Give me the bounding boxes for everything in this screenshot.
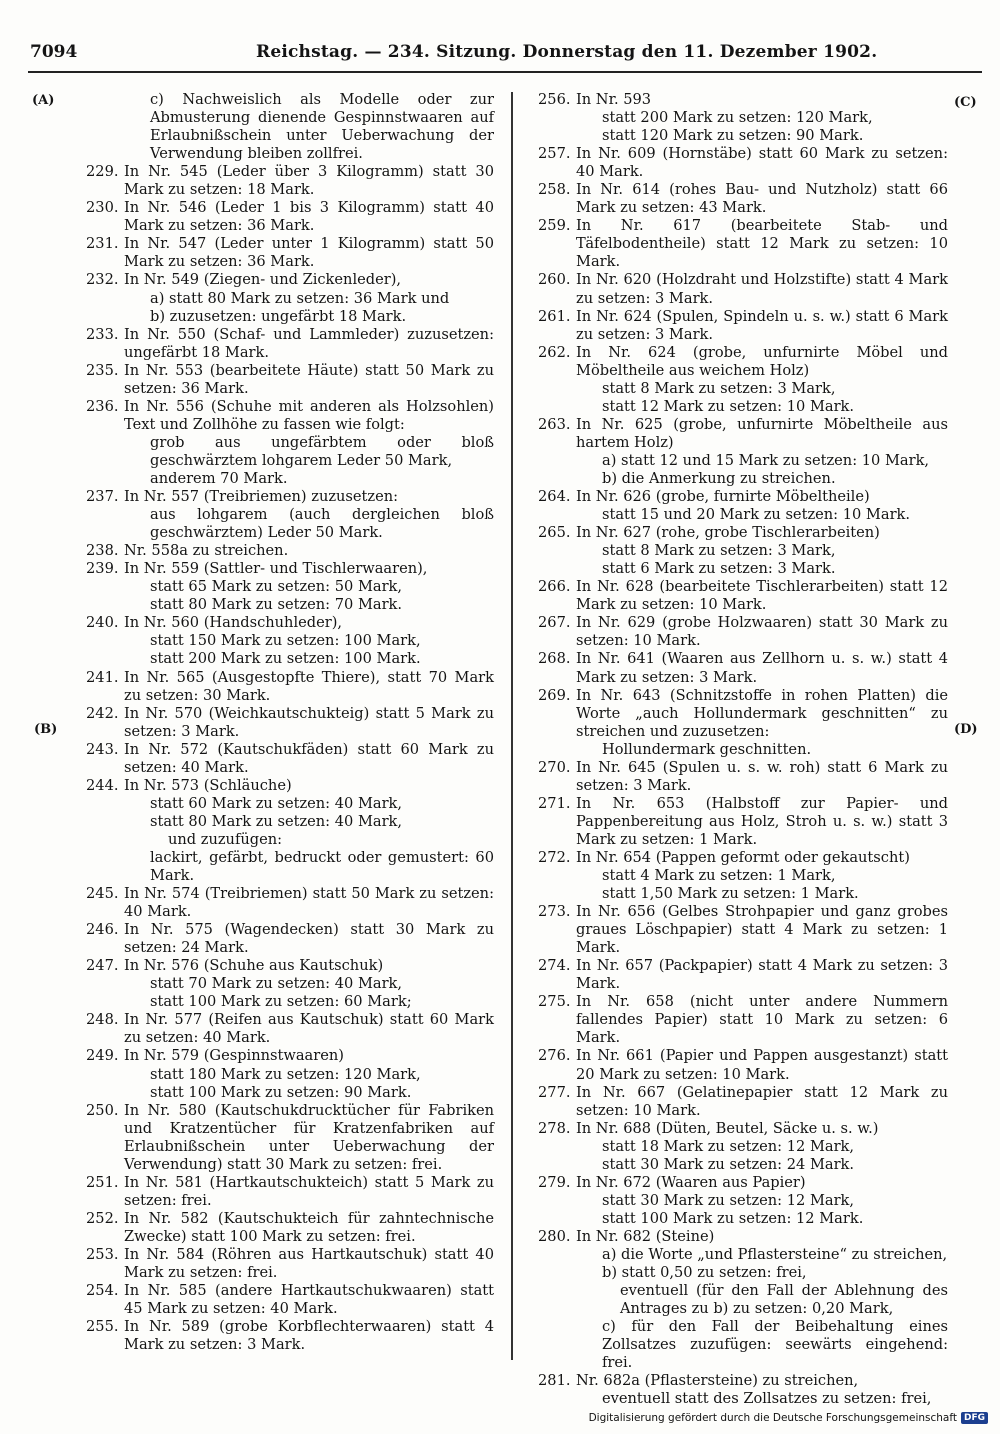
- list-item: [86, 632, 494, 650]
- item-text: statt 120 Mark zu setzen: 90 Mark.: [602, 127, 864, 145]
- item-text: statt 100 Mark zu setzen: 90 Mark.: [150, 1083, 412, 1101]
- list-item: [538, 560, 948, 578]
- header-rule: [28, 71, 982, 73]
- item-number: 248.: [86, 1011, 119, 1029]
- item-text: In Nr. 627 (rohe, grobe Tischlerarbeiten): [576, 524, 880, 542]
- item-number: 231.: [86, 235, 119, 253]
- list-item: [538, 650, 948, 686]
- item-number: 277.: [538, 1083, 571, 1101]
- list-item: [86, 813, 494, 831]
- item-text: a) statt 80 Mark zu setzen: 36 Mark und: [150, 289, 450, 307]
- page-number: 7094: [30, 42, 78, 62]
- item-text: In Nr. 645 (Spulen u. s. w. roh) statt 6 Mark zu setzen: 3 Mark.: [576, 758, 948, 794]
- item-text: statt 100 Mark zu setzen: 12 Mark.: [602, 1209, 864, 1227]
- list-item: [538, 488, 948, 506]
- item-text: In Nr. 667 (Gelatinepapier statt 12 Mark zu setzen: 10 Mark.: [576, 1083, 948, 1119]
- item-text: c) Nachweislich als Modelle oder zur Abmusterung dienende Gespinnstwaaren auf Erlaubnißschein unter Ueberwachung der Verwendung bleiben zollfrei.: [150, 91, 494, 163]
- item-text: statt 30 Mark zu setzen: 12 Mark,: [602, 1191, 855, 1209]
- item-text: anderem 70 Mark.: [150, 469, 288, 487]
- item-text: In Nr. 553 (bearbeitete Häute) statt 50 Mark zu setzen: 36 Mark.: [124, 361, 494, 397]
- margin-label-c: (C): [954, 95, 977, 110]
- item-text: statt 200 Mark zu setzen: 120 Mark,: [602, 109, 873, 127]
- item-text: In Nr. 577 (Reifen aus Kautschuk) statt 60 Mark zu setzen: 40 Mark.: [124, 1011, 494, 1047]
- list-item: [86, 741, 494, 777]
- item-number: 266.: [538, 578, 571, 596]
- item-text: In Nr. 654 (Pappen geformt oder gekautscht): [576, 848, 910, 866]
- item-text: In Nr. 589 (grobe Korbflechterwaaren) statt 4 Mark zu setzen: 3 Mark.: [124, 1318, 494, 1354]
- list-item: [538, 127, 948, 145]
- item-text: In Nr. 549 (Ziegen- und Zickenleder),: [124, 271, 402, 289]
- list-item: [538, 759, 948, 795]
- item-text: In Nr. 572 (Kautschukfäden) statt 60 Mark zu setzen: 40 Mark.: [124, 740, 494, 776]
- item-text: b) statt 0,50 zu setzen: frei,: [602, 1264, 807, 1282]
- item-number: 279.: [538, 1173, 571, 1191]
- list-item: [86, 506, 494, 542]
- item-text: a) statt 12 und 15 Mark zu setzen: 10 Mark,: [602, 451, 930, 469]
- list-item: [538, 903, 948, 957]
- item-text: In Nr. 617 (bearbeitete Stab- und Täfelbodentheile) statt 12 Mark zu setzen: 10 Mark.: [576, 217, 948, 271]
- item-text: statt 150 Mark zu setzen: 100 Mark,: [150, 632, 421, 650]
- item-text: In Nr. 682 (Steine): [576, 1227, 715, 1245]
- item-number: 265.: [538, 524, 571, 542]
- item-text: In Nr. 582 (Kautschukteich für zahntechnische Zwecke) statt 100 Mark zu setzen: frei.: [124, 1209, 494, 1245]
- item-text: aus lohgarem (auch dergleichen bloß geschwärztem) Leder 50 Mark.: [150, 506, 494, 542]
- item-text: In Nr. 688 (Düten, Beutel, Säcke u. s. w.): [576, 1119, 879, 1137]
- list-item: [86, 326, 494, 362]
- item-text: In Nr. 581 (Hartkautschukteich) statt 5 Mark zu setzen: frei.: [124, 1173, 494, 1209]
- item-text: statt 8 Mark zu setzen: 3 Mark,: [602, 379, 836, 397]
- list-item: [86, 290, 494, 308]
- item-text: statt 65 Mark zu setzen: 50 Mark,: [150, 578, 403, 596]
- list-item: [538, 470, 948, 488]
- list-item: [538, 867, 948, 885]
- list-item: [538, 1192, 948, 1210]
- list-item: [86, 669, 494, 705]
- item-text: In Nr. 657 (Packpapier) statt 4 Mark zu setzen: 3 Mark.: [576, 957, 948, 993]
- item-number: 229.: [86, 163, 119, 181]
- list-item: [86, 1210, 494, 1246]
- list-item: [538, 1120, 948, 1138]
- item-number: 232.: [86, 271, 119, 289]
- item-text: In Nr. 584 (Röhren aus Hartkautschuk) statt 40 Mark zu setzen: frei.: [124, 1246, 494, 1282]
- list-item: [538, 308, 948, 344]
- left-column: [86, 91, 494, 1354]
- list-item: [86, 271, 494, 289]
- margin-label-a: (A): [32, 93, 55, 108]
- item-number: 230.: [86, 199, 119, 217]
- item-text: In Nr. 661 (Papier und Pappen ausgestanzt) statt 20 Mark zu setzen: 10 Mark.: [576, 1047, 948, 1083]
- item-number: 263.: [538, 415, 571, 433]
- item-text: statt 18 Mark zu setzen: 12 Mark,: [602, 1137, 855, 1155]
- list-item: [86, 650, 494, 668]
- list-item: [538, 217, 948, 271]
- item-number: 280.: [538, 1227, 571, 1245]
- item-text: statt 4 Mark zu setzen: 1 Mark,: [602, 867, 836, 885]
- list-item: [86, 921, 494, 957]
- list-item: [86, 993, 494, 1011]
- item-number: 241.: [86, 668, 119, 686]
- item-text: statt 8 Mark zu setzen: 3 Mark,: [602, 542, 836, 560]
- list-item: [86, 975, 494, 993]
- item-text: In Nr. 609 (Hornstäbe) statt 60 Mark zu setzen: 40 Mark.: [576, 145, 948, 181]
- item-text: b) die Anmerkung zu streichen.: [602, 469, 836, 487]
- item-text: In Nr. 585 (andere Hartkautschukwaaren) statt 45 Mark zu setzen: 40 Mark.: [124, 1282, 494, 1318]
- list-item: [538, 578, 948, 614]
- item-number: 256.: [538, 91, 571, 108]
- item-number: 246.: [86, 921, 119, 939]
- item-text: In Nr. 574 (Treibriemen) statt 50 Mark zu setzen: 40 Mark.: [124, 885, 494, 921]
- list-item: [538, 506, 948, 524]
- list-item: [538, 416, 948, 452]
- dfg-logo: DFG: [961, 1412, 988, 1424]
- margin-label-b: (B): [34, 722, 58, 737]
- list-item: [538, 145, 948, 181]
- list-item: [86, 91, 494, 163]
- list-item: [86, 1174, 494, 1210]
- item-number: 251.: [86, 1173, 119, 1191]
- list-item: [538, 687, 948, 741]
- item-text: Nr. 558a zu streichen.: [124, 542, 289, 560]
- item-text: In Nr. 575 (Wagendecken) statt 30 Mark zu setzen: 24 Mark.: [124, 921, 494, 957]
- item-number: 264.: [538, 488, 571, 506]
- list-item: [538, 1138, 948, 1156]
- list-item: [538, 398, 948, 416]
- list-item: [538, 1318, 948, 1372]
- list-item: [538, 1282, 948, 1318]
- list-item: [86, 1246, 494, 1282]
- page-title: Reichstag. — 234. Sitzung. Donnerstag den 11. Dezember 1902.: [256, 42, 878, 62]
- item-number: 273.: [538, 903, 571, 921]
- list-item: [86, 957, 494, 975]
- item-text: In Nr. 576 (Schuhe aus Kautschuk): [124, 957, 384, 975]
- item-text: In Nr. 624 (Spulen, Spindeln u. s. w.) statt 6 Mark zu setzen: 3 Mark.: [576, 307, 948, 343]
- item-number: 249.: [86, 1047, 119, 1065]
- item-number: 250.: [86, 1101, 119, 1119]
- item-text: In Nr. 580 (Kautschukdrucktücher für Fabriken und Kratzentücher für Kratzenfabriken auf Erlaubnißschein unter Ueberwachung der Verwendung) statt 30 Mark zu setzen: frei.: [124, 1101, 494, 1173]
- list-item: [538, 380, 948, 398]
- list-item: [86, 1282, 494, 1318]
- footer: [589, 1412, 988, 1424]
- list-item: [86, 488, 494, 506]
- item-text: c) für den Fall der Beibehaltung eines Zollsatzes zuzufügen: seewärts eingehend: frei.: [602, 1318, 948, 1372]
- list-item: [86, 1066, 494, 1084]
- list-item: [538, 1174, 948, 1192]
- item-number: 272.: [538, 848, 571, 866]
- item-number: 270.: [538, 758, 571, 776]
- item-text: In Nr. 658 (nicht unter andere Nummern fallendes Papier) statt 10 Mark zu setzen: 6 Mark.: [576, 993, 948, 1047]
- footer-text: Digitalisierung gefördert durch die Deutsche Forschungsgemeinschaft: [588, 1412, 957, 1424]
- list-item: [86, 235, 494, 271]
- list-item: [538, 109, 948, 127]
- list-item: [86, 434, 494, 470]
- list-item: [86, 199, 494, 235]
- item-text: In Nr. 557 (Treibriemen) zuzusetzen:: [124, 488, 399, 506]
- item-number: 245.: [86, 885, 119, 903]
- item-number: 275.: [538, 993, 571, 1011]
- list-item: [86, 398, 494, 434]
- item-number: 261.: [538, 307, 571, 325]
- item-number: 242.: [86, 704, 119, 722]
- list-item: [86, 777, 494, 795]
- item-number: 233.: [86, 325, 119, 343]
- list-item: [86, 614, 494, 632]
- item-number: 237.: [86, 488, 119, 506]
- item-text: statt 15 und 20 Mark zu setzen: 10 Mark.: [602, 506, 911, 524]
- item-text: In Nr. 559 (Sattler- und Tischlerwaaren),: [124, 560, 428, 578]
- list-item: [538, 885, 948, 903]
- item-text: In Nr. 573 (Schläuche): [124, 776, 292, 794]
- list-item: [86, 163, 494, 199]
- item-text: eventuell statt des Zollsatzes zu setzen: frei,: [602, 1390, 932, 1408]
- item-text: In Nr. 560 (Handschuhleder),: [124, 614, 343, 632]
- list-item: [86, 362, 494, 398]
- item-text: In Nr. 546 (Leder 1 bis 3 Kilogramm) statt 40 Mark zu setzen: 36 Mark.: [124, 199, 494, 235]
- list-item: [538, 957, 948, 993]
- item-number: 240.: [86, 614, 119, 632]
- item-number: 238.: [86, 542, 119, 560]
- right-column: [538, 91, 948, 1408]
- item-number: 236.: [86, 397, 119, 415]
- item-number: 268.: [538, 650, 571, 668]
- list-item: [86, 885, 494, 921]
- list-item: [538, 1084, 948, 1120]
- item-number: 267.: [538, 614, 571, 632]
- item-number: 278.: [538, 1119, 571, 1137]
- page-header: [30, 42, 982, 68]
- list-item: [86, 831, 494, 849]
- item-text: In Nr. 565 (Ausgestopfte Thiere), statt 70 Mark zu setzen: 30 Mark.: [124, 668, 494, 704]
- list-item: [538, 1047, 948, 1083]
- column-divider: [511, 92, 513, 1360]
- list-item: [538, 614, 948, 650]
- item-text: Nr. 682a (Pflastersteine) zu streichen,: [576, 1372, 859, 1390]
- item-text: In Nr. 547 (Leder unter 1 Kilogramm) statt 50 Mark zu setzen: 36 Mark.: [124, 235, 494, 271]
- list-item: [538, 1390, 948, 1408]
- list-item: [86, 849, 494, 885]
- item-number: 281.: [538, 1372, 571, 1390]
- item-number: 235.: [86, 361, 119, 379]
- list-item: [538, 1210, 948, 1228]
- item-text: In Nr. 545 (Leder über 3 Kilogramm) statt 30 Mark zu setzen: 18 Mark.: [124, 163, 494, 199]
- item-text: grob aus ungefärbtem oder bloß geschwärztem lohgarem Leder 50 Mark,: [150, 433, 494, 469]
- list-item: [538, 1264, 948, 1282]
- item-number: 239.: [86, 560, 119, 578]
- item-text: statt 30 Mark zu setzen: 24 Mark.: [602, 1155, 855, 1173]
- item-text: In Nr. 672 (Waaren aus Papier): [576, 1173, 806, 1191]
- item-text: In Nr. 593: [576, 91, 652, 108]
- item-text: In Nr. 653 (Halbstoff zur Papier- und Pappenbereitung aus Holz, Stroh u. s. w.) statt 3 Mark zu setzen: 1 Mark.: [576, 794, 948, 848]
- item-text: In Nr. 624 (grobe, unfurnirte Möbel und Möbeltheile aus weichem Holz): [576, 343, 948, 379]
- item-text: In Nr. 556 (Schuhe mit anderen als Holzsohlen) Text und Zollhöhe zu fassen wie folgt:: [124, 397, 494, 433]
- item-number: 274.: [538, 957, 571, 975]
- item-number: 253.: [86, 1246, 119, 1263]
- item-text: b) zuzusetzen: ungefärbt 18 Mark.: [150, 307, 407, 325]
- item-number: 243.: [86, 740, 119, 758]
- list-item: [538, 741, 948, 759]
- item-number: 271.: [538, 794, 571, 812]
- item-number: 259.: [538, 217, 571, 235]
- list-item: [86, 1318, 494, 1354]
- item-text: In Nr. 550 (Schaf- und Lammleder) zuzusetzen: ungefärbt 18 Mark.: [124, 325, 494, 361]
- item-text: In Nr. 579 (Gespinnstwaaren): [124, 1047, 344, 1065]
- item-text: In Nr. 625 (grobe, unfurnirte Möbeltheile aus hartem Holz): [576, 415, 948, 451]
- item-text: statt 1,50 Mark zu setzen: 1 Mark.: [602, 885, 859, 903]
- margin-label-d: (D): [954, 722, 978, 737]
- list-item: [86, 1011, 494, 1047]
- list-item: [538, 849, 948, 867]
- item-number: 262.: [538, 343, 571, 361]
- item-text: statt 80 Mark zu setzen: 70 Mark.: [150, 596, 403, 614]
- list-item: [86, 705, 494, 741]
- list-item: [538, 524, 948, 542]
- item-text: In Nr. 656 (Gelbes Strohpapier und ganz grobes graues Löschpapier) statt 4 Mark zu setzen: 1 Mark.: [576, 903, 948, 957]
- list-item: [86, 596, 494, 614]
- list-item: [86, 1047, 494, 1065]
- item-text: In Nr. 570 (Weichkautschukteig) statt 5 Mark zu setzen: 3 Mark.: [124, 704, 494, 740]
- list-item: [86, 542, 494, 560]
- item-number: 269.: [538, 686, 571, 704]
- item-number: 258.: [538, 181, 571, 199]
- item-number: 276.: [538, 1047, 571, 1065]
- list-item: [538, 91, 948, 109]
- list-item: [538, 452, 948, 470]
- list-item: [538, 344, 948, 380]
- list-item: [538, 1228, 948, 1246]
- item-text: In Nr. 628 (bearbeitete Tischlerarbeiten) statt 12 Mark zu setzen: 10 Mark.: [576, 578, 948, 614]
- list-item: [538, 1372, 948, 1390]
- list-item: [538, 1246, 948, 1264]
- item-text: a) die Worte „und Pflastersteine“ zu streichen,: [602, 1246, 948, 1263]
- item-text: In Nr. 641 (Waaren aus Zellhorn u. s. w.) statt 4 Mark zu setzen: 3 Mark.: [576, 650, 948, 686]
- list-item: [538, 542, 948, 560]
- list-item: [86, 795, 494, 813]
- item-number: 254.: [86, 1282, 119, 1300]
- list-item: [86, 578, 494, 596]
- item-text: In Nr. 614 (rohes Bau- und Nutzholz) statt 66 Mark zu setzen: 43 Mark.: [576, 181, 948, 217]
- list-item: [86, 1102, 494, 1174]
- item-text: statt 200 Mark zu setzen: 100 Mark.: [150, 650, 421, 668]
- list-item: [538, 271, 948, 307]
- item-text: statt 180 Mark zu setzen: 120 Mark,: [150, 1065, 421, 1083]
- item-number: 257.: [538, 145, 571, 163]
- item-text: statt 80 Mark zu setzen: 40 Mark,: [150, 812, 403, 830]
- item-text: lackirt, gefärbt, bedruckt oder gemustert: 60 Mark.: [150, 848, 494, 885]
- list-item: [538, 181, 948, 217]
- item-text: eventuell (für den Fall der Ablehnung des Antrages zu b) zu setzen: 0,20 Mark,: [620, 1282, 948, 1318]
- item-number: 252.: [86, 1209, 119, 1227]
- item-text: statt 12 Mark zu setzen: 10 Mark.: [602, 397, 855, 415]
- list-item: [538, 993, 948, 1047]
- item-number: 255.: [86, 1318, 119, 1336]
- item-text: Hollundermark geschnitten.: [602, 740, 812, 758]
- item-text: In Nr. 626 (grobe, furnirte Möbeltheile): [576, 488, 870, 506]
- list-item: [538, 795, 948, 849]
- list-item: [86, 1084, 494, 1102]
- item-text: In Nr. 620 (Holzdraht und Holzstifte) statt 4 Mark zu setzen: 3 Mark.: [576, 271, 948, 307]
- item-number: 244.: [86, 776, 119, 794]
- item-text: statt 60 Mark zu setzen: 40 Mark,: [150, 794, 403, 812]
- item-number: 260.: [538, 271, 571, 289]
- list-item: [86, 560, 494, 578]
- item-text: statt 6 Mark zu setzen: 3 Mark.: [602, 560, 836, 578]
- item-text: statt 100 Mark zu setzen: 60 Mark;: [150, 993, 412, 1011]
- item-text: In Nr. 629 (grobe Holzwaaren) statt 30 Mark zu setzen: 10 Mark.: [576, 614, 948, 650]
- item-number: 247.: [86, 957, 119, 975]
- item-text: statt 70 Mark zu setzen: 40 Mark,: [150, 975, 403, 993]
- item-text: In Nr. 643 (Schnitzstoffe in rohen Platten) die Worte „auch Hollundermark geschnitten“ zu streichen und zuzusetzen:: [576, 686, 948, 740]
- item-text: und zuzufügen:: [168, 830, 283, 848]
- list-item: [86, 308, 494, 326]
- list-item: [538, 1156, 948, 1174]
- list-item: [86, 470, 494, 488]
